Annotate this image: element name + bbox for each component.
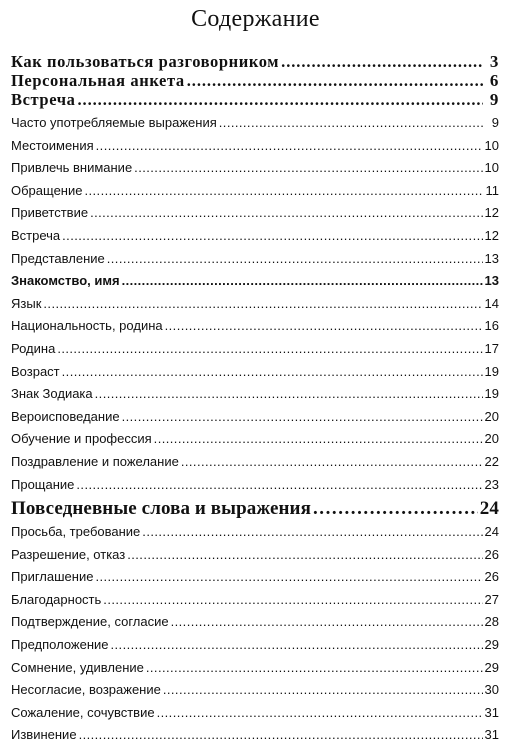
toc-entry-label: Персональная анкета (11, 71, 185, 90)
toc-entry[interactable] (11, 315, 499, 338)
dot-leader (95, 383, 483, 406)
toc-entry[interactable] (11, 611, 499, 634)
toc-entry-page-number: 27 (484, 591, 499, 607)
toc-entry-page-number: 19 (484, 363, 499, 379)
toc-entry-label: Поздравление и пожелание (11, 453, 179, 469)
toc-entry-page-number: 26 (484, 569, 499, 585)
toc-entry-page-number: 12 (484, 205, 499, 221)
toc-entry-label: Подтверждение, согласие (11, 614, 169, 630)
toc-entry[interactable] (11, 657, 499, 680)
toc-entry-label: Обучение и профессия (11, 431, 152, 447)
dot-leader (127, 544, 482, 567)
dot-leader (84, 180, 483, 203)
dot-leader (146, 657, 483, 680)
toc-entry-page-number: 3 (489, 52, 499, 71)
toc-entry-label: Привлечь внимание (11, 160, 133, 176)
dot-leader (57, 338, 482, 361)
toc-entry-label: Благодарность (11, 591, 102, 607)
dot-leader (62, 361, 483, 384)
toc-entry-page-number: 31 (484, 727, 499, 743)
toc-entry-page-number: 29 (484, 659, 499, 675)
toc-entry[interactable] (11, 702, 499, 725)
table-of-contents (11, 52, 499, 747)
toc-entry-label: Как пользоваться разговорником (11, 52, 280, 71)
toc-entry[interactable] (11, 157, 499, 180)
toc-entry-label: Разрешение, отказ (11, 546, 126, 562)
dot-leader (142, 521, 482, 544)
toc-entry[interactable] (11, 135, 499, 158)
dot-leader (181, 451, 483, 474)
dot-leader (76, 474, 482, 497)
toc-entry-label: Просьба, требование (11, 524, 141, 540)
toc-entry[interactable] (11, 338, 499, 361)
toc-entry-label: Извинение (11, 727, 77, 743)
toc-entry-page-number: 13 (484, 250, 499, 266)
toc-entry-page-number: 14 (484, 295, 499, 311)
toc-entry[interactable] (11, 383, 499, 406)
dot-leader (95, 566, 482, 589)
toc-entry-label: Повседневные слова и выражения (11, 498, 311, 520)
toc-entry-label: Приглашение (11, 569, 94, 585)
toc-entry[interactable] (11, 112, 499, 135)
toc-entry[interactable] (11, 474, 499, 497)
toc-entry-label: Родина (11, 340, 56, 356)
toc-entry-label: Местоимения (11, 137, 94, 153)
toc-entry[interactable] (11, 180, 499, 203)
dot-leader (62, 225, 482, 248)
dot-leader (157, 702, 483, 725)
toc-entry-page-number: 24 (484, 524, 499, 540)
toc-entry[interactable] (11, 248, 499, 271)
toc-entry-page-number: 9 (491, 115, 499, 130)
toc-entry[interactable] (11, 451, 499, 474)
toc-entry[interactable] (11, 724, 499, 747)
toc-entry-page-number: 29 (484, 637, 499, 653)
toc-entry-label: Предположение (11, 637, 109, 653)
toc-entry-page-number: 12 (484, 227, 499, 243)
toc-entry-page-number: 30 (484, 682, 499, 698)
toc-entry[interactable] (11, 52, 499, 71)
toc-entry-label: Сомнение, удивление (11, 659, 144, 675)
toc-entry-page-number: 26 (484, 546, 499, 562)
toc-entry-page-number: 19 (484, 386, 499, 402)
toc-entry-page-number: 11 (485, 182, 499, 198)
toc-entry[interactable] (11, 634, 499, 657)
toc-entry[interactable] (11, 544, 499, 567)
toc-entry[interactable] (11, 270, 499, 293)
toc-entry-label: Прощание (11, 476, 75, 492)
toc-entry-page-number: 9 (489, 90, 499, 109)
toc-entry-page-number: 22 (484, 453, 499, 469)
toc-entry-page-number: 31 (484, 704, 499, 720)
toc-entry-page-number: 20 (484, 431, 499, 447)
toc-entry-label: Обращение (11, 182, 83, 198)
dot-leader (111, 634, 483, 657)
dot-leader (219, 112, 483, 135)
dot-leader (103, 589, 482, 612)
toc-entry-label: Несогласие, возражение (11, 682, 161, 698)
toc-entry-page-number: 20 (484, 408, 499, 424)
toc-entry[interactable] (11, 521, 499, 544)
page-title: Содержание (191, 6, 320, 32)
toc-entry-label: Вероисповедание (11, 408, 120, 424)
toc-entry-label: Встреча (11, 90, 76, 109)
toc-entry[interactable] (11, 496, 499, 521)
toc-entry-label: Возраст (11, 363, 60, 379)
toc-entry[interactable] (11, 589, 499, 612)
toc-entry-label: Знак Зодиака (11, 386, 93, 402)
toc-entry-label: Сожаление, сочувствие (11, 704, 155, 720)
toc-entry-label: Часто употребляемые выражения (11, 115, 217, 130)
dot-leader (96, 135, 483, 158)
dot-leader (281, 52, 483, 71)
dot-leader (79, 724, 483, 747)
toc-entry-label: Язык (11, 295, 42, 311)
toc-entry-page-number: 16 (484, 318, 499, 334)
toc-entry-label: Знакомство, имя (11, 273, 120, 289)
dot-leader (313, 496, 478, 521)
toc-entry-page-number: 10 (484, 160, 499, 176)
dot-leader (163, 679, 483, 702)
dot-leader (122, 406, 483, 429)
toc-entry-page-number: 24 (479, 498, 499, 520)
toc-entry[interactable] (11, 202, 499, 225)
toc-entry[interactable] (11, 679, 499, 702)
toc-entry-page-number: 6 (489, 71, 499, 90)
dot-leader (165, 315, 483, 338)
dot-leader (154, 428, 483, 451)
toc-entry[interactable] (11, 428, 499, 451)
toc-entry[interactable] (11, 361, 499, 384)
toc-entry-label: Представление (11, 250, 105, 266)
toc-entry-label: Национальность, родина (11, 318, 163, 334)
toc-entry-page-number: 13 (484, 273, 499, 289)
dot-leader (107, 248, 483, 271)
toc-entry-page-number: 10 (484, 137, 499, 153)
dot-leader (90, 202, 482, 225)
dot-leader (187, 71, 483, 90)
dot-leader (122, 270, 483, 293)
dot-leader (134, 157, 482, 180)
toc-entry[interactable] (11, 406, 499, 429)
toc-entry-label: Приветствие (11, 205, 89, 221)
toc-entry-label: Встреча (11, 227, 61, 243)
dot-leader (43, 293, 482, 316)
dot-leader (171, 611, 483, 634)
toc-entry[interactable] (11, 90, 499, 109)
toc-entry[interactable] (11, 566, 499, 589)
toc-entry-page-number: 17 (484, 340, 499, 356)
toc-entry[interactable] (11, 225, 499, 248)
toc-entry-page-number: 23 (484, 476, 499, 492)
toc-entry[interactable] (11, 71, 499, 90)
toc-entry[interactable] (11, 293, 499, 316)
dot-leader (77, 90, 483, 109)
toc-entry-page-number: 28 (484, 614, 499, 630)
